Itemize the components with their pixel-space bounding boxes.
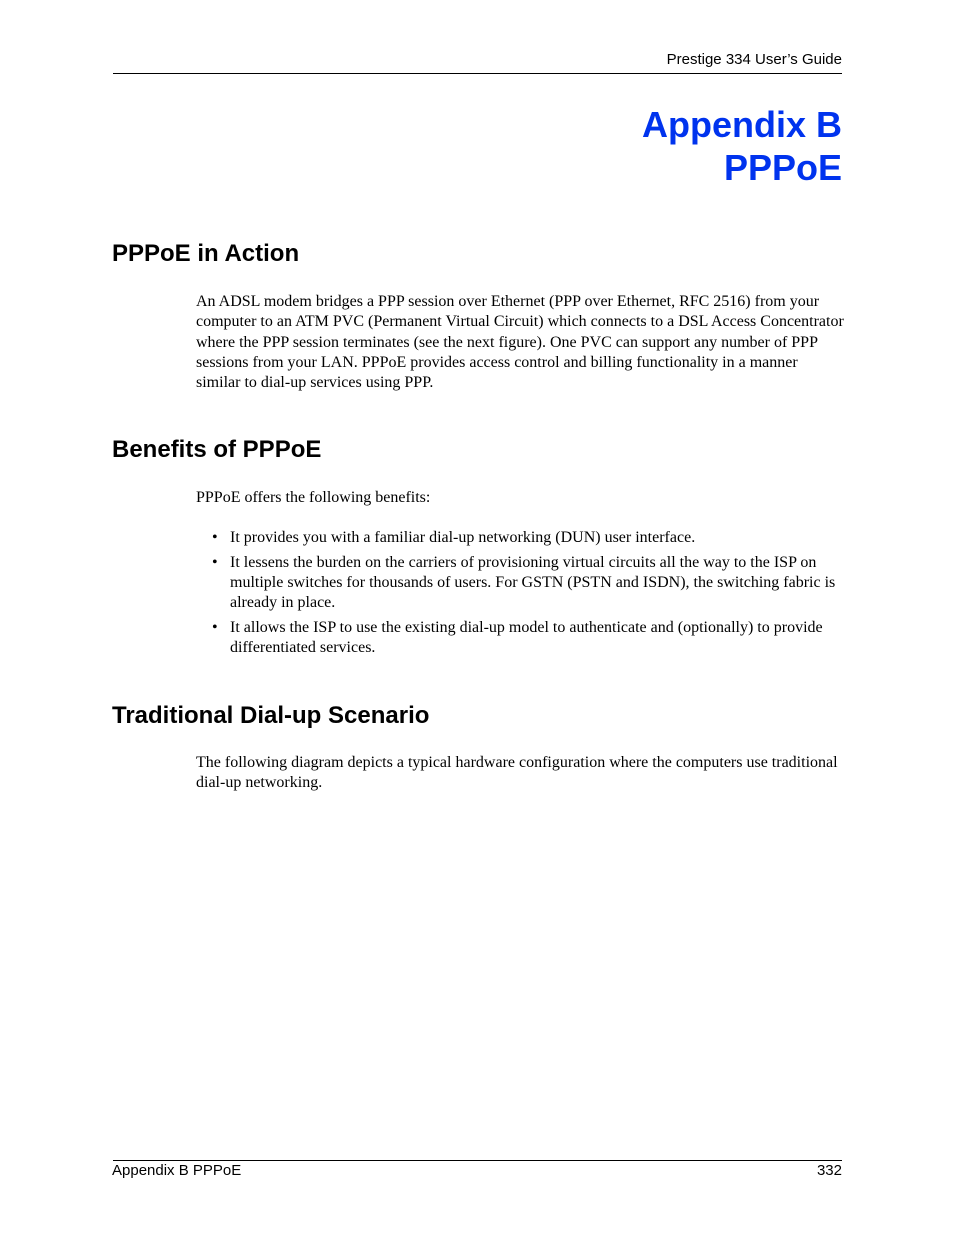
bullet-marker: • [212,529,218,546]
list-item [196,528,844,548]
list-item [196,618,844,659]
footer-chapter-label: Appendix B PPPoE [112,1162,242,1179]
chapter-title-line1: Appendix B [641,104,842,145]
bullet-marker: • [212,553,218,571]
running-title: Prestige 334 User’s Guide [666,51,842,68]
footer-rule [113,1160,842,1161]
page-number: 332 [816,1162,842,1179]
list-item-text: It lessens the burden on the carriers of provisioning virtual circuits all the way to the ISP on multiple switches for thousands of users. For GSTN (PSTN and ISDN), the switching fabric is already in place. [230,553,836,612]
chapter-title-line2: PPPoE [723,147,842,188]
bullet-marker: • [212,619,218,637]
paragraph-traditional-dial-up: The following diagram depicts a typical hardware configuration where the computers use traditional dial-up networking. [196,754,838,792]
list-item-text: It provides you with a familiar dial-up networking (DUN) user interface. [230,529,696,546]
header-rule [113,73,842,74]
section-heading-pppoe-in-action: PPPoE in Action [112,240,300,267]
list-item [196,553,844,614]
section-heading-benefits: Benefits of PPPoE [112,436,322,463]
list-item-text: It allows the ISP to use the existing dial-up model to authenticate and (optionally) to provide differentiated services. [230,619,823,657]
benefits-list [196,528,844,663]
paragraph-benefits-intro: PPPoE offers the following benefits: [196,489,431,506]
chapter-title [642,103,842,189]
paragraph-pppoe-in-action: An ADSL modem bridges a PPP session over Ethernet (PPP over Ethernet, RFC 2516) from your computer to an ATM PVC (Permanent Virtual Circuit) which connects to a DSL Access Concentrator where the PPP session terminates (see the next figure). One PVC can support any number of PPP sessions from your LAN. PPPoE provides access control and billing functionality in a manner similar to dial-up services using PPP. [196,293,844,392]
section-heading-traditional-dial-up: Traditional Dial-up Scenario [112,702,430,729]
